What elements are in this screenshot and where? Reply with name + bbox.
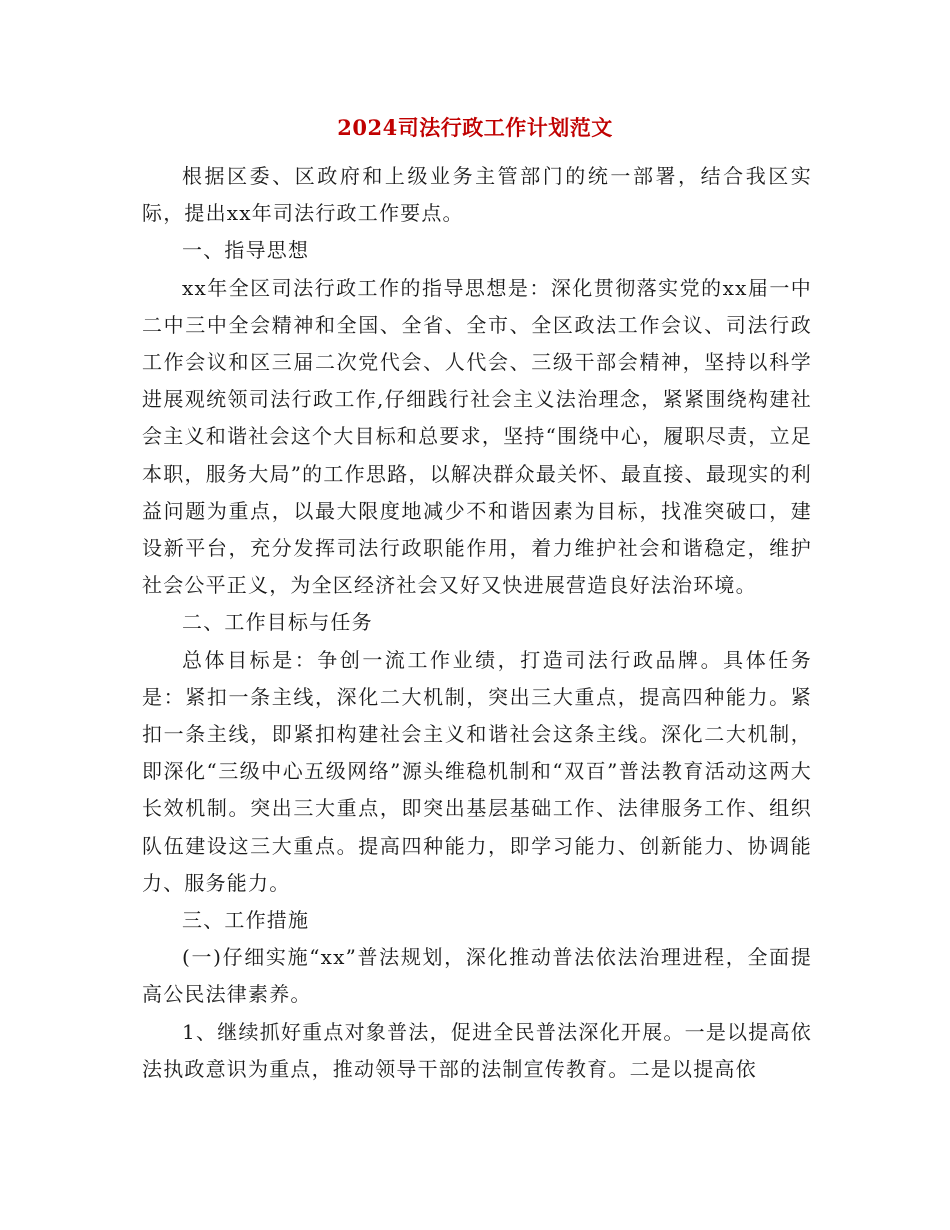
document-body — [142, 158, 812, 1088]
section-heading-guiding-ideology: 一、指导思想 — [182, 238, 310, 263]
section-heading-goals-tasks: 二、工作目标与任务 — [182, 610, 373, 635]
paragraph-measure-1: (一)仔细实施“xx”普法规划，深化推动普法依法治理进程，全面提高公民法律素养。 — [142, 945, 812, 1007]
paragraph-guiding-ideology: xx年全区司法行政工作的指导思想是：深化贯彻落实党的xx届一中二中三中全会精神和全国、全省、全市、全区政法工作会议、司法行政工作会议和区三届二次党代会、人代会、三级干部会精神，坚持以科学进展观统领司法行政工作,仔细践行社会主义法治理念，紧紧围绕构建社会主义和谐社会这个大目标和总要求，坚持“围绕中心，履职尽责，立足本职，服务大局”的工作思路，以解决群众最关怀、最直接、最现实的利益问题为重点，以最大限度地减少不和谐因素为目标，找准突破口，建设新平台，充分发挥司法行政职能作用，着力维护社会和谐稳定，维护社会公平正义，为全区经济社会又好又快进展营造良好法治环境。 — [142, 275, 812, 598]
paragraph-intro: 根据区委、区政府和上级业务主管部门的统一部署，结合我区实际，提出xx年司法行政工作要点。 — [142, 164, 812, 226]
paragraph-goals-tasks: 总体目标是：争创一流工作业绩，打造司法行政品牌。具体任务是：紧扣一条主线，深化二大机制，突出三大重点，提高四种能力。紧扣一条主线，即紧扣构建社会主义和谐社会这条主线。深化二大机制，即深化“三级中心五级网络”源头维稳机制和“双百”普法教育活动这两大长效机制。突出三大重点，即突出基层基础工作、法律服务工作、组织队伍建设这三大重点。提高四种能力，即学习能力、创新能力、协调能力、服务能力。 — [142, 647, 812, 895]
section-heading-measures: 三、工作措施 — [182, 908, 310, 933]
paragraph-measure-1-1: 1、继续抓好重点对象普法，促进全民普法深化开展。一是以提高依法执政意识为重点，推动领导干部的法制宣传教育。二是以提高依 — [142, 1019, 812, 1081]
document-title: 2024司法行政工作计划范文 — [337, 115, 613, 140]
